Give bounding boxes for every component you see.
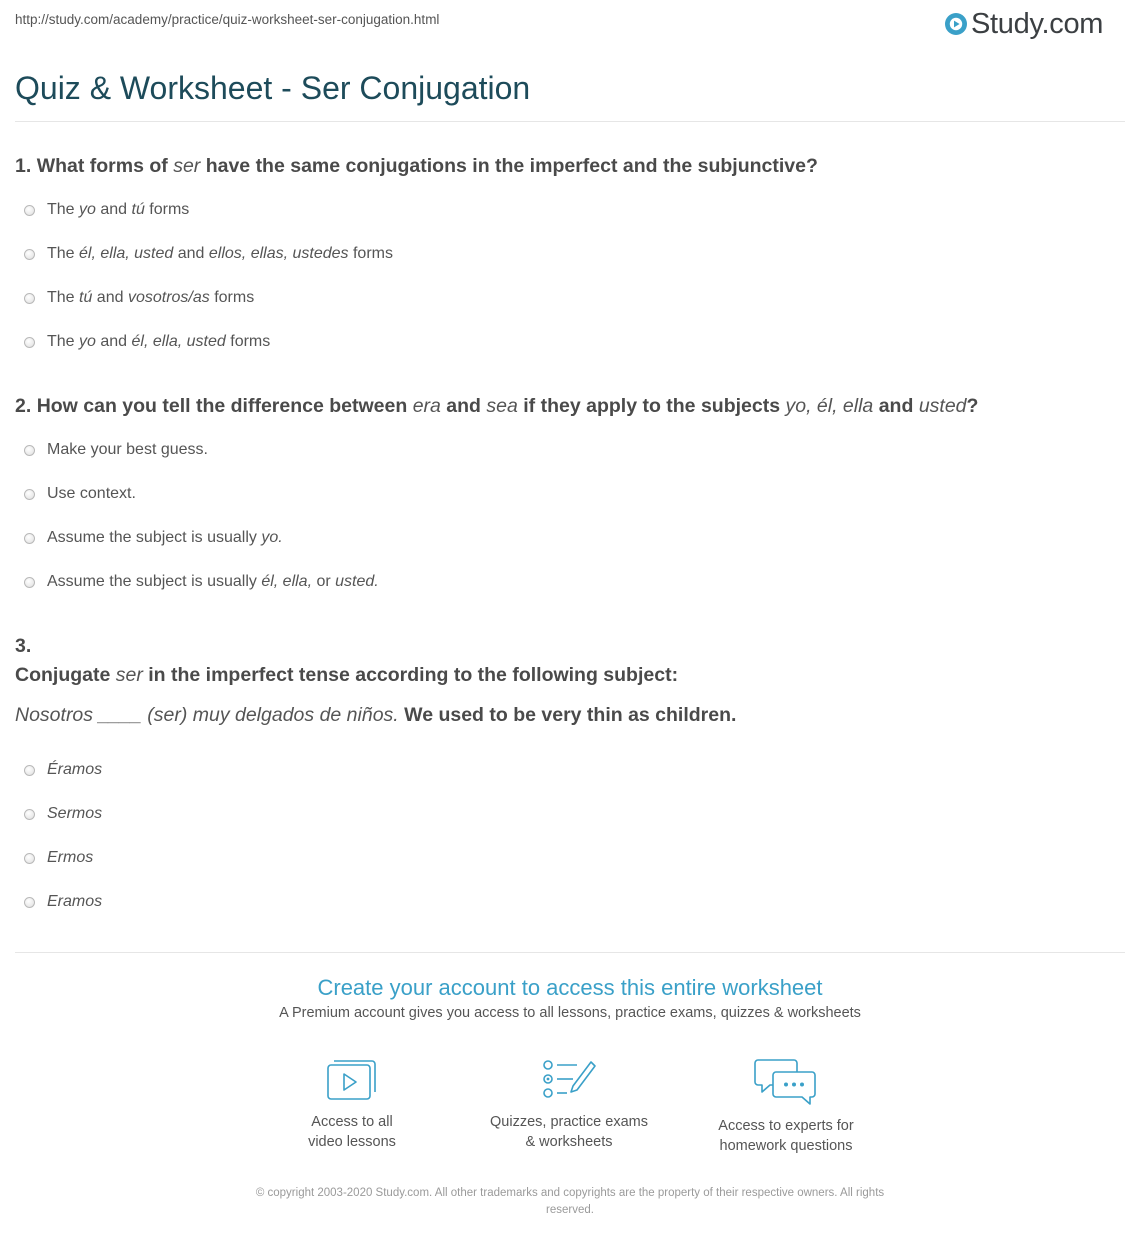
feature-label: Quizzes, practice exams & worksheets bbox=[490, 1114, 648, 1150]
radio-button[interactable] bbox=[24, 853, 35, 864]
cta-subtitle: A Premium account gives you access to all lessons, practice exams, quizzes & worksheets bbox=[279, 1005, 861, 1021]
radio-button[interactable] bbox=[24, 205, 35, 216]
radio-button[interactable] bbox=[24, 897, 35, 908]
option-label: The tú and vosotros/as forms bbox=[47, 289, 255, 306]
question-3-number: 3. bbox=[15, 635, 32, 657]
answer-option[interactable] bbox=[24, 199, 189, 221]
radio-button[interactable] bbox=[24, 809, 35, 820]
copyright-notice: © copyright 2003-2020 Study.com. All other trademarks and copyrights are the property of their respective owners. All rights reserved. bbox=[255, 1187, 885, 1216]
logo-text: Study.com bbox=[971, 7, 1104, 40]
radio-button[interactable] bbox=[24, 533, 35, 544]
study-logo[interactable] bbox=[944, 6, 1103, 42]
question-3: Conjugate ser in the imperfect tense according to the following subject: bbox=[15, 664, 679, 686]
option-label: Assume the subject is usually yo. bbox=[47, 529, 283, 546]
question-2: 2. How can you tell the difference between era and sea if they apply to the subjects yo, él, ella and usted? bbox=[15, 395, 979, 417]
radio-button[interactable] bbox=[24, 293, 35, 304]
answer-option[interactable] bbox=[24, 243, 393, 265]
feature-video-lessons bbox=[252, 1058, 452, 1152]
feature-label: Access to experts for homework questions bbox=[718, 1118, 854, 1154]
answer-option[interactable] bbox=[24, 287, 254, 309]
answer-option[interactable] bbox=[24, 847, 93, 869]
radio-button[interactable] bbox=[24, 765, 35, 776]
option-label: The él, ella, usted and ellos, ellas, ustedes forms bbox=[47, 245, 393, 262]
page-title: Quiz & Worksheet - Ser Conjugation bbox=[15, 70, 531, 106]
option-label: Assume the subject is usually él, ella, or usted. bbox=[47, 573, 379, 590]
feature-experts bbox=[686, 1058, 886, 1156]
page-url: http://study.com/academy/practice/quiz-worksheet-ser-conjugation.html bbox=[15, 12, 440, 27]
answer-option[interactable] bbox=[24, 571, 379, 593]
divider bbox=[15, 952, 1125, 953]
option-label: Sermos bbox=[47, 805, 103, 822]
radio-button[interactable] bbox=[24, 337, 35, 348]
option-label: Use context. bbox=[47, 485, 136, 502]
chat-bubbles-icon bbox=[754, 1058, 818, 1106]
option-label: Ermos bbox=[47, 849, 94, 866]
answer-option[interactable] bbox=[24, 891, 102, 913]
question-3-sentence: Nosotros ____ (ser) muy delgados de niños. We used to be very thin as children. bbox=[15, 704, 737, 726]
option-label: The yo and él, ella, usted forms bbox=[47, 333, 271, 350]
radio-button[interactable] bbox=[24, 445, 35, 456]
option-label: Eramos bbox=[47, 893, 103, 910]
radio-button[interactable] bbox=[24, 577, 35, 588]
quiz-checklist-icon bbox=[541, 1058, 597, 1102]
play-logo-icon bbox=[944, 12, 968, 36]
feature-quizzes bbox=[469, 1058, 669, 1152]
answer-option[interactable] bbox=[24, 331, 270, 353]
radio-button[interactable] bbox=[24, 249, 35, 260]
feature-label: Access to all video lessons bbox=[308, 1114, 396, 1150]
question-1: 1. What forms of ser have the same conjugations in the imperfect and the subjunctive? bbox=[15, 155, 818, 177]
option-label: Make your best guess. bbox=[47, 441, 208, 458]
radio-button[interactable] bbox=[24, 489, 35, 500]
create-account-link[interactable]: Create your account to access this entire worksheet bbox=[317, 975, 823, 1000]
answer-option[interactable] bbox=[24, 759, 102, 781]
answer-option[interactable] bbox=[24, 527, 283, 549]
answer-option[interactable] bbox=[24, 803, 102, 825]
option-label: The yo and tú forms bbox=[47, 201, 190, 218]
option-label: Éramos bbox=[47, 761, 103, 778]
answer-option[interactable] bbox=[24, 439, 208, 461]
video-lessons-icon bbox=[326, 1058, 378, 1102]
answer-option[interactable] bbox=[24, 483, 136, 505]
divider bbox=[15, 121, 1125, 122]
